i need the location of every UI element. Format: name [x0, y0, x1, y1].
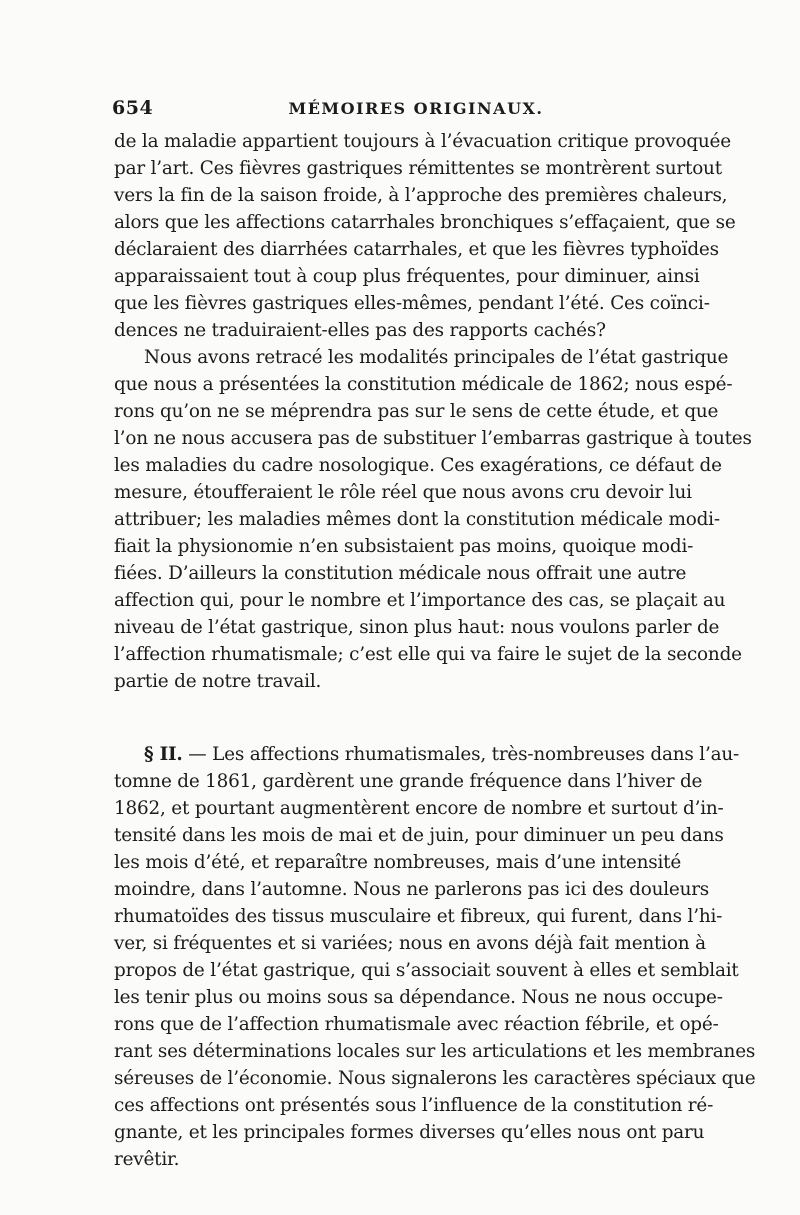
text-line: attribuer; les maladies mêmes dont la constitution médicale modi-: [114, 509, 720, 530]
text-line: ver, si fréquentes et si variées; nous en avons déjà fait mention à: [114, 933, 706, 954]
text-line: les mois d’été, et reparaître nombreuses, mais d’une intensité: [114, 852, 682, 873]
text-line: niveau de l’état gastrique, sinon plus haut: nous voulons parler de: [114, 617, 720, 638]
text-line: que les fièvres gastriques elles-mêmes, pendant l’été. Ces coïnci-: [114, 293, 710, 314]
text-line: tensité dans les mois de mai et de juin, pour diminuer un peu dans: [114, 825, 724, 846]
text-line: déclaraient des diarrhées catarrhales, et que les fièvres typhoïdes: [114, 239, 719, 260]
text-line: les tenir plus ou moins sous sa dépendance. Nous ne nous occupe-: [114, 987, 723, 1008]
text-line: dences ne traduiraient-elles pas des rapports cachés?: [114, 320, 606, 341]
text-line: partie de notre travail.: [114, 671, 322, 692]
body-text: [114, 128, 756, 1173]
running-title: MÉMOIRES ORIGINAUX.: [288, 99, 544, 118]
text-line: propos de l’état gastrique, qui s’associait souvent à elles et semblait: [114, 960, 739, 981]
section-heading: § II.: [144, 744, 183, 765]
section-first-line-text: — Les affections rhumatismales, très-nombreuses dans l’au-: [182, 744, 740, 765]
page-number: 654: [112, 97, 154, 119]
text-line: fiait la physionomie n’en subsistaient pas moins, quoique modi-: [114, 536, 694, 557]
text-line: moindre, dans l’automne. Nous ne parlerons pas ici des douleurs: [114, 879, 710, 900]
section-rheumatism: [114, 741, 756, 1173]
paragraph-constitution: [114, 344, 752, 695]
text-line: gnante, et les principales formes diverses qu’elles nous ont paru: [114, 1122, 705, 1143]
text-line: séreuses de l’économie. Nous signalerons les caractères spéciaux que: [114, 1068, 756, 1089]
text-line: fiées. D’ailleurs la constitution médicale nous offrait une autre: [114, 563, 687, 584]
text-line: 1862, et pourtant augmentèrent encore de nombre et surtout d’in-: [114, 798, 724, 819]
text-line: rons qu’on ne se méprendra pas sur le sens de cette étude, et que: [114, 401, 719, 422]
section-first-line: [114, 741, 740, 768]
paragraph-continuation: [114, 128, 736, 344]
text-line: ces affections ont présentés sous l’influence de la constitution ré-: [114, 1095, 714, 1116]
text-line: rant ses déterminations locales sur les articulations et les membranes: [114, 1041, 756, 1062]
text-line: de la maladie appartient toujours à l’évacuation critique provoquée: [114, 131, 731, 152]
section-spacer: [114, 695, 680, 741]
text-line: les maladies du cadre nosologique. Ces exagérations, ce défaut de: [114, 455, 722, 476]
text-line: rons que de l’affection rhumatismale avec réaction fébrile, et opé-: [114, 1014, 719, 1035]
text-line: rhumatoïdes des tissus musculaire et fibreux, qui furent, dans l’hi-: [114, 906, 723, 927]
text-line: que nous a présentées la constitution médicale de 1862; nous espé-: [114, 374, 733, 395]
running-head: [112, 97, 680, 123]
text-line: l’on ne nous accusera pas de substituer l’embarras gastrique à toutes: [114, 428, 752, 449]
text-line: tomne de 1861, gardèrent une grande fréquence dans l’hiver de: [114, 771, 703, 792]
text-line: par l’art. Ces fièvres gastriques rémittentes se montrèrent surtout: [114, 158, 722, 179]
text-line: revêtir.: [114, 1149, 180, 1170]
text-line: alors que les affections catarrhales bronchiques s’effaçaient, que se: [114, 212, 736, 233]
text-line: Nous avons retracé les modalités principales de l’état gastrique: [144, 347, 729, 368]
text-line: mesure, étoufferaient le rôle réel que nous avons cru devoir lui: [114, 482, 692, 503]
text-line: affection qui, pour le nombre et l’importance des cas, se plaçait au: [114, 590, 726, 611]
text-line: l’affection rhumatismale; c’est elle qui va faire le sujet de la seconde: [114, 644, 742, 665]
text-line: apparaissaient tout à coup plus fréquentes, pour diminuer, ainsi: [114, 266, 700, 287]
text-line: vers la fin de la saison froide, à l’approche des premières chaleurs,: [114, 185, 728, 206]
